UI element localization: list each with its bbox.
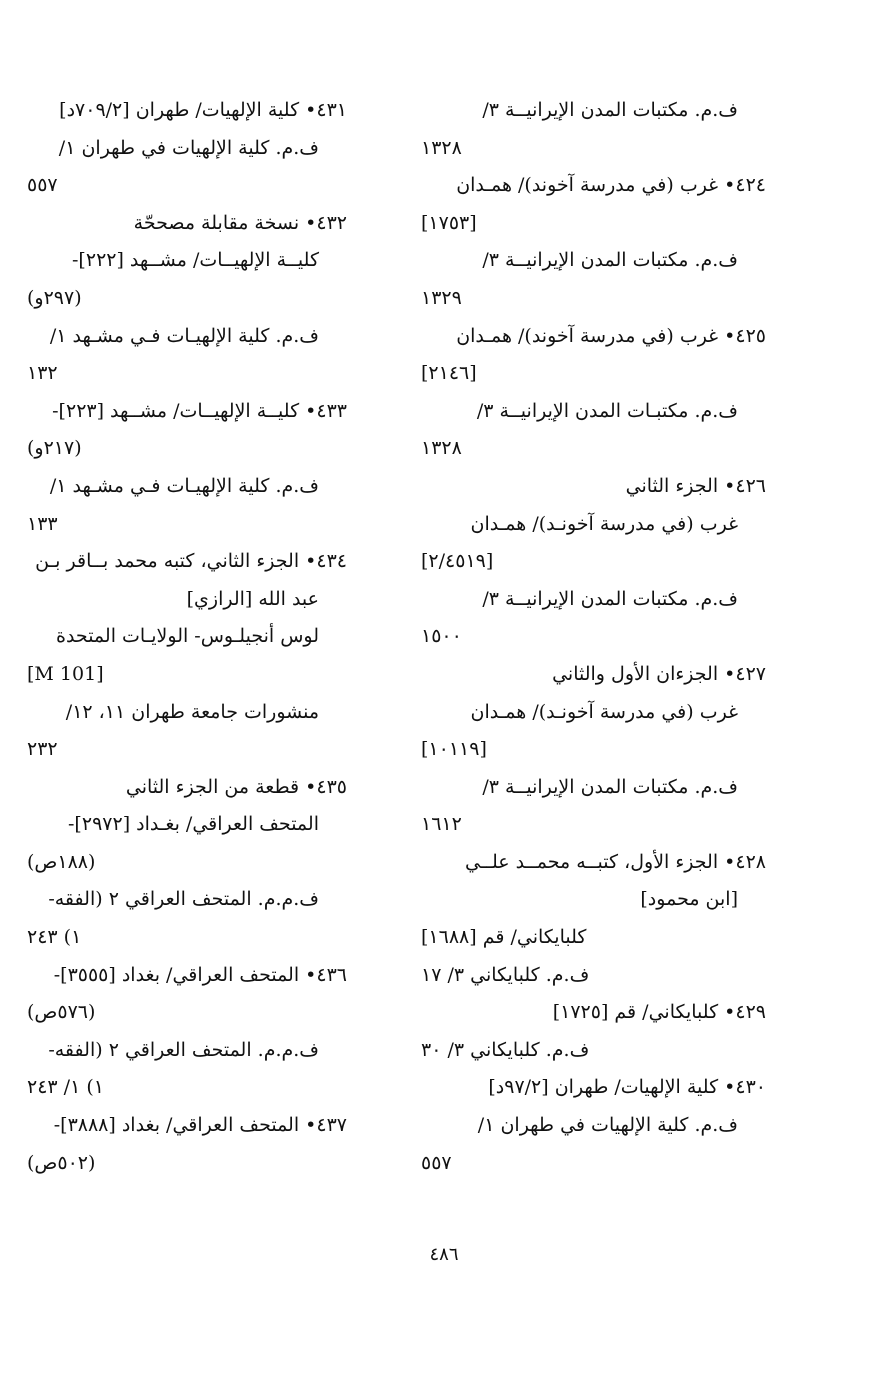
left-column-line: ٤٣٢• نسخة مقابلة مصححّة — [133, 211, 347, 234]
right-column-line: ٤٢٦• الجزء الثاني — [625, 474, 766, 497]
right-column — [421, 92, 766, 1182]
right-column-line: ١٦١٢ — [421, 813, 462, 836]
left-column-line: منشورات جامعة طهران ١١، ١٢/ — [65, 700, 319, 723]
left-column-line: ١٣٣ — [27, 512, 58, 535]
left-column-line: (٥٧٦ص) — [27, 1001, 96, 1024]
left-column-line: ٤٣١• كلية الإلهيات/ طهران [٧٠٩/٢د] — [59, 99, 347, 121]
right-column-line: كلبايكاني/ قم [١٦٨٨] — [421, 926, 587, 949]
right-column-line: ف.م. مكتبات المدن الإيرانيــة ٣/ — [482, 99, 738, 121]
left-column-line: لوس أنجيلـوس- الولايـات المتحدة — [56, 625, 319, 648]
right-column-line: ف.م. مكتبات المدن الإيرانيــة ٣/ — [482, 249, 738, 272]
left-column-line: ف.م. كلية الإلهيـات فـي مشـهد ١/ — [49, 474, 319, 497]
right-column-line: ف.م. كلية الإلهيات في طهران ١/ — [477, 1114, 738, 1137]
left-column-line: كليــة الإلهيــات/ مشــهد [٢٢٢]- — [72, 249, 319, 272]
right-column-line: ف.م. كلبايكاني ٣/ ١٧ — [421, 963, 590, 986]
left-column-line: ٤٣٤• الجزء الثاني، كتبه محمد بــاقر بـن — [35, 550, 347, 573]
left-column-line: ف.م.م. المتحف العراقي ٢ (الفقه- — [48, 1038, 319, 1061]
right-column-line: ١٥٠٠ — [421, 625, 462, 648]
left-column-line: ١٣٢ — [27, 362, 58, 385]
right-column-line: ف.م. مكتبات المدن الإيرانيــة ٣/ — [482, 775, 738, 798]
right-column-line: غرب (في مدرسة آخونـد)/ همـدان — [470, 700, 738, 723]
left-column-line: (٢٩٧و) — [27, 286, 82, 309]
right-column-line: ف.م. مكتبات المدن الإيرانيــة ٣/ — [482, 587, 738, 610]
right-column-line: [٢/٤٥١٩] — [421, 550, 494, 573]
right-column-line: ٤٢٩• كلبايكاني/ قم [١٧٢٥] — [552, 1001, 766, 1024]
right-column-line: ٥٥٧ — [421, 1151, 452, 1174]
left-column-line: (١٨٨ص) — [27, 850, 96, 873]
right-column-line: [ابن محمود] — [640, 888, 738, 911]
left-column-line: ٢٣٢ — [27, 738, 58, 761]
left-column-line: ف.م. كلية الإلهيات في طهران ١/ — [58, 136, 319, 159]
right-column-line: غرب (في مدرسة آخونـد)/ همـدان — [470, 512, 738, 535]
right-column-line: ١٣٢٩ — [421, 286, 462, 309]
right-column-line: ف.م. كلبايكاني ٣/ ٣٠ — [421, 1038, 590, 1061]
left-column-line: (٥٠٢ص) — [27, 1151, 96, 1174]
left-column-line: (٢١٧و) — [27, 437, 82, 460]
right-column-line: ٤٢٨• الجزء الأول، كتبــه محمــد علــي — [465, 850, 766, 873]
right-column-line: [٢١٤٦] — [421, 362, 477, 385]
right-column-line: ٤٢٤• غرب (في مدرسة آخوند)/ همـدان — [456, 174, 766, 197]
right-column-line: ف.م. مكتبـات المدن الإيرانيــة ٣/ — [476, 399, 738, 422]
left-column-line: ١) ٢٤٣ — [27, 926, 82, 949]
right-column-line: [١٧٥٣] — [421, 211, 477, 234]
right-column-line: ٤٢٥• غرب (في مدرسة آخوند)/ همـدان — [456, 324, 766, 347]
left-column-line: ٤٣٦• المتحف العراقي/ بغداد [٣٥٥٥]- — [53, 963, 347, 986]
left-column-line: ف.م. كلية الإلهيـات فـي مشـهد ١/ — [49, 324, 319, 347]
right-column-line: ١٣٢٨ — [421, 136, 462, 159]
left-column-line: ٥٥٧ — [27, 174, 58, 197]
right-column-line: [١٠١١٩] — [421, 738, 487, 761]
right-column-line: ٤٣٠• كلية الإلهيات/ طهران [٩٧/٢د] — [488, 1076, 766, 1099]
left-column-line: ٤٣٧• المتحف العراقي/ بغداد [٣٨٨٨]- — [53, 1114, 347, 1137]
left-column-line: المتحف العراقي/ بغـداد [٢٩٧٢]- — [68, 813, 319, 836]
page-number: ٤٨٦ — [429, 1244, 459, 1265]
left-column-line: عبد الله [الرازي] — [186, 587, 319, 610]
left-column-line: ١) ١/ ٢٤٣ — [27, 1076, 104, 1099]
left-column-line: ف.م.م. المتحف العراقي ٢ (الفقه- — [48, 888, 319, 911]
left-column-line: ٤٣٣• كليــة الإلهيــات/ مشــهد [٢٢٣]- — [52, 399, 347, 422]
right-column-line: ٤٢٧• الجزءان الأول والثاني — [552, 662, 766, 685]
left-column-line: ٤٣٥• قطعة من الجزء الثاني — [125, 775, 347, 798]
left-column — [27, 92, 347, 1182]
left-column-line: [M 101] — [27, 662, 104, 685]
right-column-line: ١٣٢٨ — [421, 437, 462, 460]
